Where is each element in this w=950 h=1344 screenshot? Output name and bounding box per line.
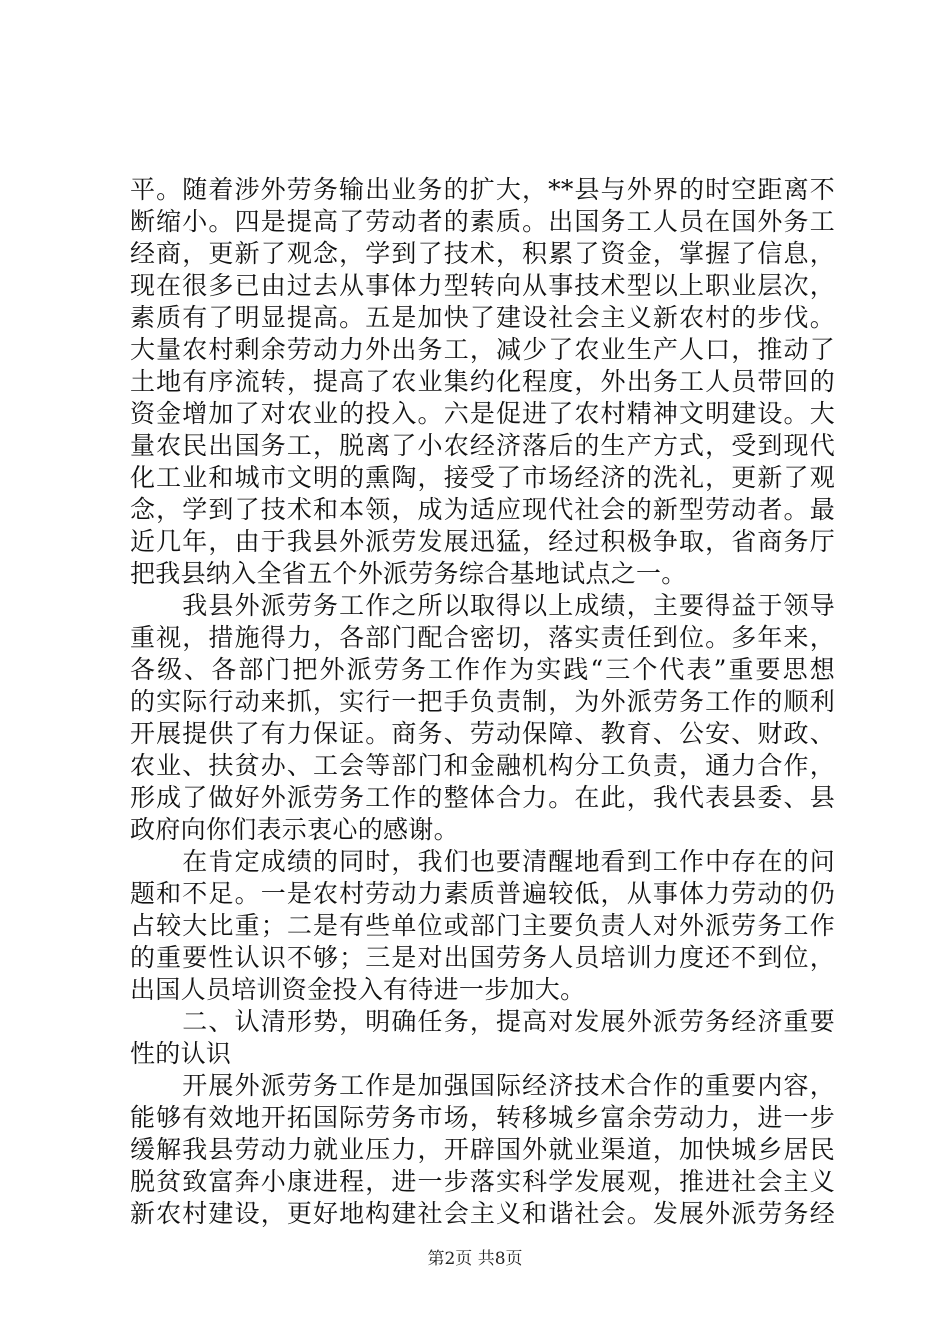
text-line: 在肯定成绩的同时，我们也要清醒地看到工作中存在的问 [130, 847, 835, 876]
section-heading-line: 性的认识 [130, 1039, 232, 1068]
text-line: 的实际行动来抓，实行一把手负责制，为外派劳务工作的顺利 [130, 687, 835, 716]
text-line: 念，学到了技术和本领，成为适应现代社会的新型劳动者。最 [130, 495, 835, 524]
body-text [130, 174, 835, 1230]
text-line: 平。随着涉外劳务输出业务的扩大，**县与外界的时空距离不 [130, 175, 835, 204]
section-heading-line: 二、认清形势，明确任务，提高对发展外派劳务经济重要 [130, 1007, 835, 1036]
text-line: 我县外派劳务工作之所以取得以上成绩，主要得益于领导 [130, 591, 835, 620]
text-line: 形成了做好外派劳务工作的整体合力。在此，我代表县委、县 [130, 783, 835, 812]
text-line: 经商，更新了观念，学到了技术，积累了资金，掌握了信息， [130, 239, 835, 268]
text-line: 素质有了明显提高。五是加快了建设社会主义新农村的步伐。 [130, 303, 835, 332]
text-line: 资金增加了对农业的投入。六是促进了农村精神文明建设。大 [130, 399, 835, 428]
text-line: 量农民出国务工，脱离了小农经济落后的生产方式，受到现代 [130, 431, 835, 460]
text-line: 占较大比重；二是有些单位或部门主要负责人对外派劳务工作 [130, 911, 835, 940]
text-line: 重视，措施得力，各部门配合密切，落实责任到位。多年来， [130, 623, 835, 652]
text-line: 开展提供了有力保证。商务、劳动保障、教育、公安、财政、 [130, 719, 835, 748]
text-line: 现在很多已由过去从事体力型转向从事技术型以上职业层次， [130, 271, 835, 300]
text-line: 开展外派劳务工作是加强国际经济技术合作的重要内容， [130, 1071, 835, 1100]
text-line: 脱贫致富奔小康进程，进一步落实科学发展观，推进社会主义 [130, 1167, 835, 1196]
text-line: 政府向你们表示衷心的感谢。 [130, 815, 459, 844]
text-line: 土地有序流转，提高了农业集约化程度，外出务工人员带回的 [130, 367, 835, 396]
text-line: 把我县纳入全省五个外派劳务综合基地试点之一。 [130, 559, 687, 588]
text-line: 农业、扶贫办、工会等部门和金融机构分工负责，通力合作， [130, 751, 835, 780]
text-line: 能够有效地开拓国际劳务市场，转移城乡富余劳动力，进一步 [130, 1103, 835, 1132]
text-line: 断缩小。四是提高了劳动者的素质。出国务工人员在国外务工 [130, 207, 835, 236]
text-line: 缓解我县劳动力就业压力，开辟国外就业渠道，加快城乡居民 [130, 1135, 835, 1164]
text-line: 化工业和城市文明的熏陶，接受了市场经济的洗礼，更新了观 [130, 463, 835, 492]
text-line: 的重要性认识不够；三是对出国劳务人员培训力度还不到位， [130, 943, 835, 972]
text-line: 新农村建设，更好地构建社会主义和谐社会。发展外派劳务经 [130, 1199, 835, 1228]
text-line: 大量农村剩余劳动力外出务工，减少了农业生产人口，推动了 [130, 335, 835, 364]
text-line: 近几年，由于我县外派劳发展迅猛，经过积极争取，省商务厅 [130, 527, 835, 556]
text-line: 题和不足。一是农村劳动力素质普遍较低，从事体力劳动的仍 [130, 879, 835, 908]
text-line: 出国人员培训资金投入有待进一步加大。 [130, 975, 586, 1004]
page-footer: 第2页 共8页 [427, 1249, 523, 1269]
text-line: 各级、各部门把外派劳务工作作为实践“三个代表”重要思想 [130, 655, 835, 684]
